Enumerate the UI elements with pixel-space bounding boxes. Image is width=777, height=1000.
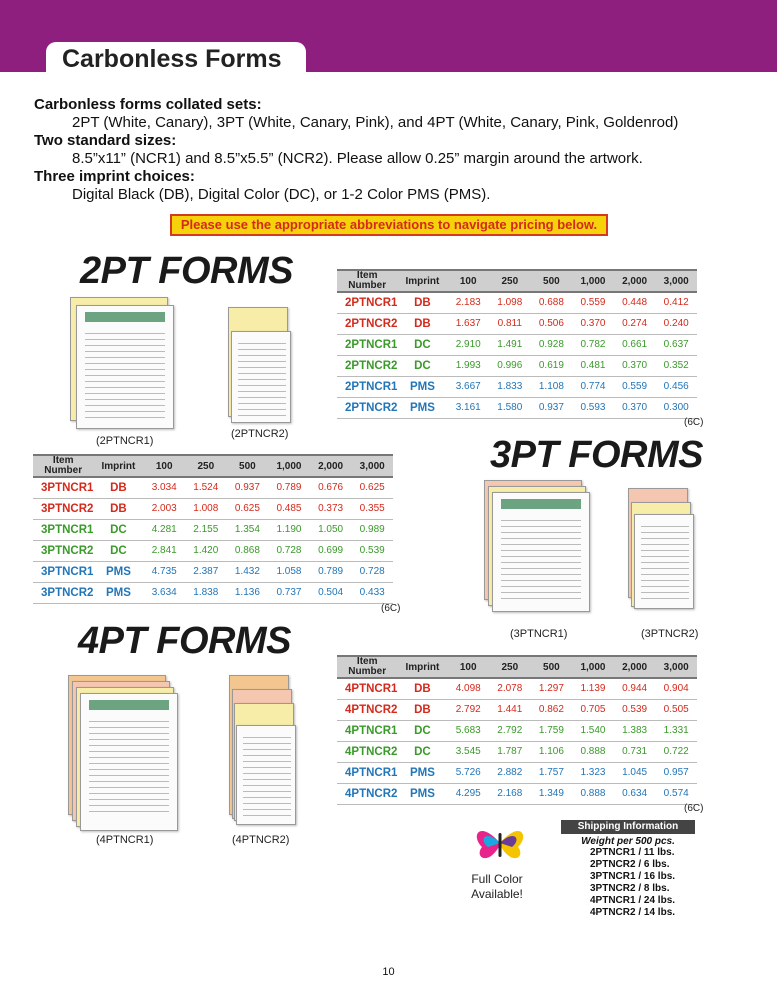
price-cell: 0.619 <box>531 355 573 376</box>
price-cell: 1.108 <box>531 376 573 397</box>
table-row <box>337 376 697 397</box>
column-header: Imprint <box>397 656 447 678</box>
price-cell: 0.433 <box>351 582 393 603</box>
price-cell: 0.937 <box>531 397 573 418</box>
price-cell: 3.034 <box>143 477 185 498</box>
price-cell: 1.349 <box>531 783 573 804</box>
table-header-row <box>337 270 697 292</box>
intro-block <box>34 96 754 204</box>
column-header: 2,000 <box>614 656 656 678</box>
price-cell: 4.295 <box>447 783 489 804</box>
column-header: 100 <box>447 656 489 678</box>
price-cell: 0.722 <box>655 741 697 762</box>
column-header: 100 <box>143 455 185 477</box>
price-cell: 0.506 <box>531 313 573 334</box>
price-cell: 0.688 <box>531 292 573 313</box>
column-header-item-number: Item Number <box>33 455 93 477</box>
price-cell: 0.539 <box>351 540 393 561</box>
shipping-item: 4PTNCR2 / 14 lbs. <box>590 907 676 918</box>
title-tab <box>46 42 306 80</box>
caption-2ptncr1: (2PTNCR1) <box>96 435 154 447</box>
form-image-3ptncr1 <box>484 480 594 615</box>
form-image-2ptncr2 <box>228 307 293 425</box>
price-cell: 1.354 <box>227 519 269 540</box>
table-row <box>33 498 393 519</box>
intro-heading: Carbonless forms collated sets: <box>34 96 262 113</box>
form-image-3ptncr2 <box>628 488 698 613</box>
price-cell: 0.274 <box>614 313 656 334</box>
price-cell: 1.993 <box>447 355 489 376</box>
price-cell: 1.787 <box>489 741 531 762</box>
price-cell: 1.050 <box>310 519 352 540</box>
price-cell: 2.078 <box>489 678 531 699</box>
column-header: 1,000 <box>268 455 310 477</box>
price-cell: 1.759 <box>531 720 573 741</box>
table-row <box>337 762 697 783</box>
price-cell: 0.676 <box>310 477 352 498</box>
column-header: 3,000 <box>655 656 697 678</box>
caption-3ptncr1: (3PTNCR1) <box>510 628 568 640</box>
table-row <box>337 699 697 720</box>
item-number-cell: 4PTNCR1 <box>337 762 397 783</box>
table-row <box>337 720 697 741</box>
price-cell: 1.323 <box>572 762 614 783</box>
price-cell: 0.957 <box>655 762 697 783</box>
form-image-4ptncr1 <box>68 675 180 833</box>
price-cell: 0.789 <box>268 477 310 498</box>
price-cell: 1.139 <box>572 678 614 699</box>
imprint-cell: DB <box>397 313 447 334</box>
intro-text: Digital Black (DB), Digital Color (DC), or 1-2 Color PMS (PMS). <box>72 186 491 203</box>
price-cell: 0.888 <box>572 783 614 804</box>
price-cell: 2.183 <box>447 292 489 313</box>
butterfly-logo-icon <box>470 815 530 870</box>
price-cell: 0.782 <box>572 334 614 355</box>
item-number-cell: 3PTNCR2 <box>33 540 93 561</box>
imprint-cell: PMS <box>93 582 143 603</box>
table-header-row <box>33 455 393 477</box>
imprint-cell: PMS <box>397 376 447 397</box>
intro-text: 2PT (White, Canary), 3PT (White, Canary, Pink), and 4PT (White, Canary, Pink, Goldenrod) <box>72 114 679 131</box>
full-color-note <box>462 872 532 902</box>
price-cell: 3.634 <box>143 582 185 603</box>
price-cell: 5.683 <box>447 720 489 741</box>
price-cell: 0.661 <box>614 334 656 355</box>
imprint-cell: DB <box>397 699 447 720</box>
price-cell: 1.106 <box>531 741 573 762</box>
column-header: 2,000 <box>614 270 656 292</box>
table-row <box>337 313 697 334</box>
price-cell: 0.634 <box>614 783 656 804</box>
column-header: 1,000 <box>572 656 614 678</box>
imprint-cell: DB <box>397 678 447 699</box>
shipping-list <box>561 847 695 919</box>
item-number-cell: 3PTNCR1 <box>33 477 93 498</box>
table-row <box>33 540 393 561</box>
imprint-cell: DC <box>397 334 447 355</box>
note-6c: (6C) <box>684 417 704 428</box>
caption-4ptncr2: (4PTNCR2) <box>232 834 290 846</box>
price-cell: 0.593 <box>572 397 614 418</box>
item-number-cell: 2PTNCR1 <box>337 292 397 313</box>
price-cell: 2.387 <box>185 561 227 582</box>
price-cell: 1.383 <box>614 720 656 741</box>
caption-3ptncr2: (3PTNCR2) <box>641 628 699 640</box>
column-header: 1,000 <box>572 270 614 292</box>
imprint-cell: DB <box>93 477 143 498</box>
table-row <box>337 678 697 699</box>
price-cell: 1.838 <box>185 582 227 603</box>
full-color-line2: Available! <box>471 887 523 901</box>
price-cell: 0.737 <box>268 582 310 603</box>
price-cell: 0.373 <box>310 498 352 519</box>
price-cell: 0.625 <box>351 477 393 498</box>
price-cell: 3.161 <box>447 397 489 418</box>
item-number-cell: 4PTNCR1 <box>337 678 397 699</box>
price-cell: 0.996 <box>489 355 531 376</box>
form-image-2ptncr1 <box>70 297 180 432</box>
table-row <box>337 741 697 762</box>
full-color-line1: Full Color <box>471 872 523 886</box>
table-row <box>33 519 393 540</box>
price-cell: 1.833 <box>489 376 531 397</box>
price-table-4pt <box>337 655 697 805</box>
price-cell: 0.559 <box>572 292 614 313</box>
item-number-cell: 4PTNCR1 <box>337 720 397 741</box>
price-cell: 0.862 <box>531 699 573 720</box>
price-table-2pt <box>337 269 697 419</box>
price-cell: 1.491 <box>489 334 531 355</box>
column-header: 3,000 <box>351 455 393 477</box>
price-cell: 0.352 <box>655 355 697 376</box>
imprint-cell: DB <box>397 292 447 313</box>
shipping-info <box>561 820 695 919</box>
column-header: 2,000 <box>310 455 352 477</box>
price-cell: 2.882 <box>489 762 531 783</box>
price-cell: 0.559 <box>614 376 656 397</box>
price-cell: 0.539 <box>614 699 656 720</box>
price-cell: 0.731 <box>614 741 656 762</box>
price-cell: 3.667 <box>447 376 489 397</box>
price-cell: 0.637 <box>655 334 697 355</box>
price-cell: 0.574 <box>655 783 697 804</box>
price-cell: 0.504 <box>310 582 352 603</box>
column-header: 250 <box>489 656 531 678</box>
item-number-cell: 3PTNCR2 <box>33 498 93 519</box>
table-row <box>33 477 393 498</box>
shipping-item: 4PTNCR1 / 24 lbs. <box>590 895 676 906</box>
navigation-notice: Please use the appropriate abbreviations to navigate pricing below. <box>170 214 608 236</box>
item-number-cell: 2PTNCR1 <box>337 376 397 397</box>
price-cell: 1.432 <box>227 561 269 582</box>
price-cell: 0.481 <box>572 355 614 376</box>
price-cell: 0.456 <box>655 376 697 397</box>
price-cell: 0.904 <box>655 678 697 699</box>
price-cell: 0.928 <box>531 334 573 355</box>
item-number-cell: 4PTNCR2 <box>337 783 397 804</box>
price-cell: 2.792 <box>489 720 531 741</box>
price-cell: 2.841 <box>143 540 185 561</box>
column-header: Imprint <box>397 270 447 292</box>
note-6c: (6C) <box>684 803 704 814</box>
price-cell: 0.699 <box>310 540 352 561</box>
column-header: 500 <box>531 656 573 678</box>
table-row <box>337 783 697 804</box>
price-cell: 0.728 <box>351 561 393 582</box>
imprint-cell: PMS <box>93 561 143 582</box>
imprint-cell: DB <box>93 498 143 519</box>
price-cell: 0.944 <box>614 678 656 699</box>
price-cell: 0.989 <box>351 519 393 540</box>
intro-text: 8.5”x11” (NCR1) and 8.5”x5.5” (NCR2). Please allow 0.25” margin around the artwork. <box>72 150 643 167</box>
price-cell: 2.792 <box>447 699 489 720</box>
price-table-3pt <box>33 454 393 604</box>
price-cell: 0.485 <box>268 498 310 519</box>
price-cell: 1.058 <box>268 561 310 582</box>
shipping-subtitle: Weight per 500 pcs. <box>581 836 675 847</box>
form-image-4ptncr2 <box>229 675 299 830</box>
price-cell: 3.545 <box>447 741 489 762</box>
price-cell: 0.937 <box>227 477 269 498</box>
price-cell: 0.705 <box>572 699 614 720</box>
imprint-cell: PMS <box>397 762 447 783</box>
imprint-cell: DC <box>397 355 447 376</box>
item-number-cell: 2PTNCR2 <box>337 397 397 418</box>
column-header: 3,000 <box>655 270 697 292</box>
section-title-4pt: 4PT FORMS <box>78 620 291 662</box>
price-cell: 1.008 <box>185 498 227 519</box>
table-row <box>33 582 393 603</box>
price-cell: 0.240 <box>655 313 697 334</box>
imprint-cell: PMS <box>397 397 447 418</box>
imprint-cell: PMS <box>397 783 447 804</box>
price-cell: 2.003 <box>143 498 185 519</box>
page-number: 10 <box>382 966 395 978</box>
intro-heading: Two standard sizes: <box>34 132 177 149</box>
imprint-cell: DC <box>93 540 143 561</box>
price-cell: 0.811 <box>489 313 531 334</box>
column-header: 500 <box>531 270 573 292</box>
shipping-item: 2PTNCR2 / 6 lbs. <box>590 859 670 870</box>
page-title: Carbonless Forms <box>62 45 282 73</box>
price-cell: 1.524 <box>185 477 227 498</box>
price-cell: 0.774 <box>572 376 614 397</box>
table-row <box>337 397 697 418</box>
price-cell: 1.045 <box>614 762 656 783</box>
item-number-cell: 3PTNCR2 <box>33 582 93 603</box>
shipping-item: 3PTNCR2 / 8 lbs. <box>590 883 670 894</box>
price-cell: 0.448 <box>614 292 656 313</box>
price-cell: 0.300 <box>655 397 697 418</box>
price-cell: 0.370 <box>614 355 656 376</box>
item-number-cell: 3PTNCR1 <box>33 561 93 582</box>
price-cell: 0.728 <box>268 540 310 561</box>
price-cell: 0.505 <box>655 699 697 720</box>
intro-heading: Three imprint choices: <box>34 168 195 185</box>
price-cell: 4.281 <box>143 519 185 540</box>
price-cell: 0.868 <box>227 540 269 561</box>
table-row <box>337 292 697 313</box>
column-header-item-number: Item Number <box>337 270 397 292</box>
item-number-cell: 4PTNCR2 <box>337 699 397 720</box>
price-cell: 1.136 <box>227 582 269 603</box>
price-cell: 1.098 <box>489 292 531 313</box>
price-cell: 0.370 <box>614 397 656 418</box>
table-row <box>337 334 697 355</box>
column-header: Imprint <box>93 455 143 477</box>
item-number-cell: 4PTNCR2 <box>337 741 397 762</box>
column-header: 100 <box>447 270 489 292</box>
price-cell: 0.355 <box>351 498 393 519</box>
note-6c: (6C) <box>381 603 401 614</box>
item-number-cell: 2PTNCR2 <box>337 313 397 334</box>
price-cell: 1.190 <box>268 519 310 540</box>
item-number-cell: 2PTNCR2 <box>337 355 397 376</box>
shipping-title: Shipping Information <box>561 820 695 834</box>
section-title-2pt: 2PT FORMS <box>80 250 293 292</box>
price-cell: 5.726 <box>447 762 489 783</box>
price-cell: 0.412 <box>655 292 697 313</box>
price-cell: 0.625 <box>227 498 269 519</box>
price-cell: 4.098 <box>447 678 489 699</box>
price-cell: 0.370 <box>572 313 614 334</box>
table-row <box>33 561 393 582</box>
price-cell: 4.735 <box>143 561 185 582</box>
column-header-item-number: Item Number <box>337 656 397 678</box>
imprint-cell: DC <box>93 519 143 540</box>
column-header: 250 <box>185 455 227 477</box>
price-cell: 1.540 <box>572 720 614 741</box>
price-cell: 2.910 <box>447 334 489 355</box>
shipping-item: 3PTNCR1 / 16 lbs. <box>590 871 676 882</box>
price-cell: 1.637 <box>447 313 489 334</box>
price-cell: 0.888 <box>572 741 614 762</box>
price-cell: 1.580 <box>489 397 531 418</box>
imprint-cell: DC <box>397 720 447 741</box>
price-cell: 1.331 <box>655 720 697 741</box>
caption-2ptncr2: (2PTNCR2) <box>231 428 289 440</box>
item-number-cell: 2PTNCR1 <box>337 334 397 355</box>
column-header: 250 <box>489 270 531 292</box>
section-title-3pt: 3PT FORMS <box>490 434 703 476</box>
imprint-cell: DC <box>397 741 447 762</box>
price-cell: 1.420 <box>185 540 227 561</box>
caption-4ptncr1: (4PTNCR1) <box>96 834 154 846</box>
price-cell: 2.168 <box>489 783 531 804</box>
price-cell: 2.155 <box>185 519 227 540</box>
table-header-row <box>337 656 697 678</box>
price-cell: 1.441 <box>489 699 531 720</box>
shipping-item: 2PTNCR1 / 11 lbs. <box>590 847 675 858</box>
table-row <box>337 355 697 376</box>
price-cell: 1.297 <box>531 678 573 699</box>
item-number-cell: 3PTNCR1 <box>33 519 93 540</box>
column-header: 500 <box>227 455 269 477</box>
price-cell: 1.757 <box>531 762 573 783</box>
price-cell: 0.789 <box>310 561 352 582</box>
